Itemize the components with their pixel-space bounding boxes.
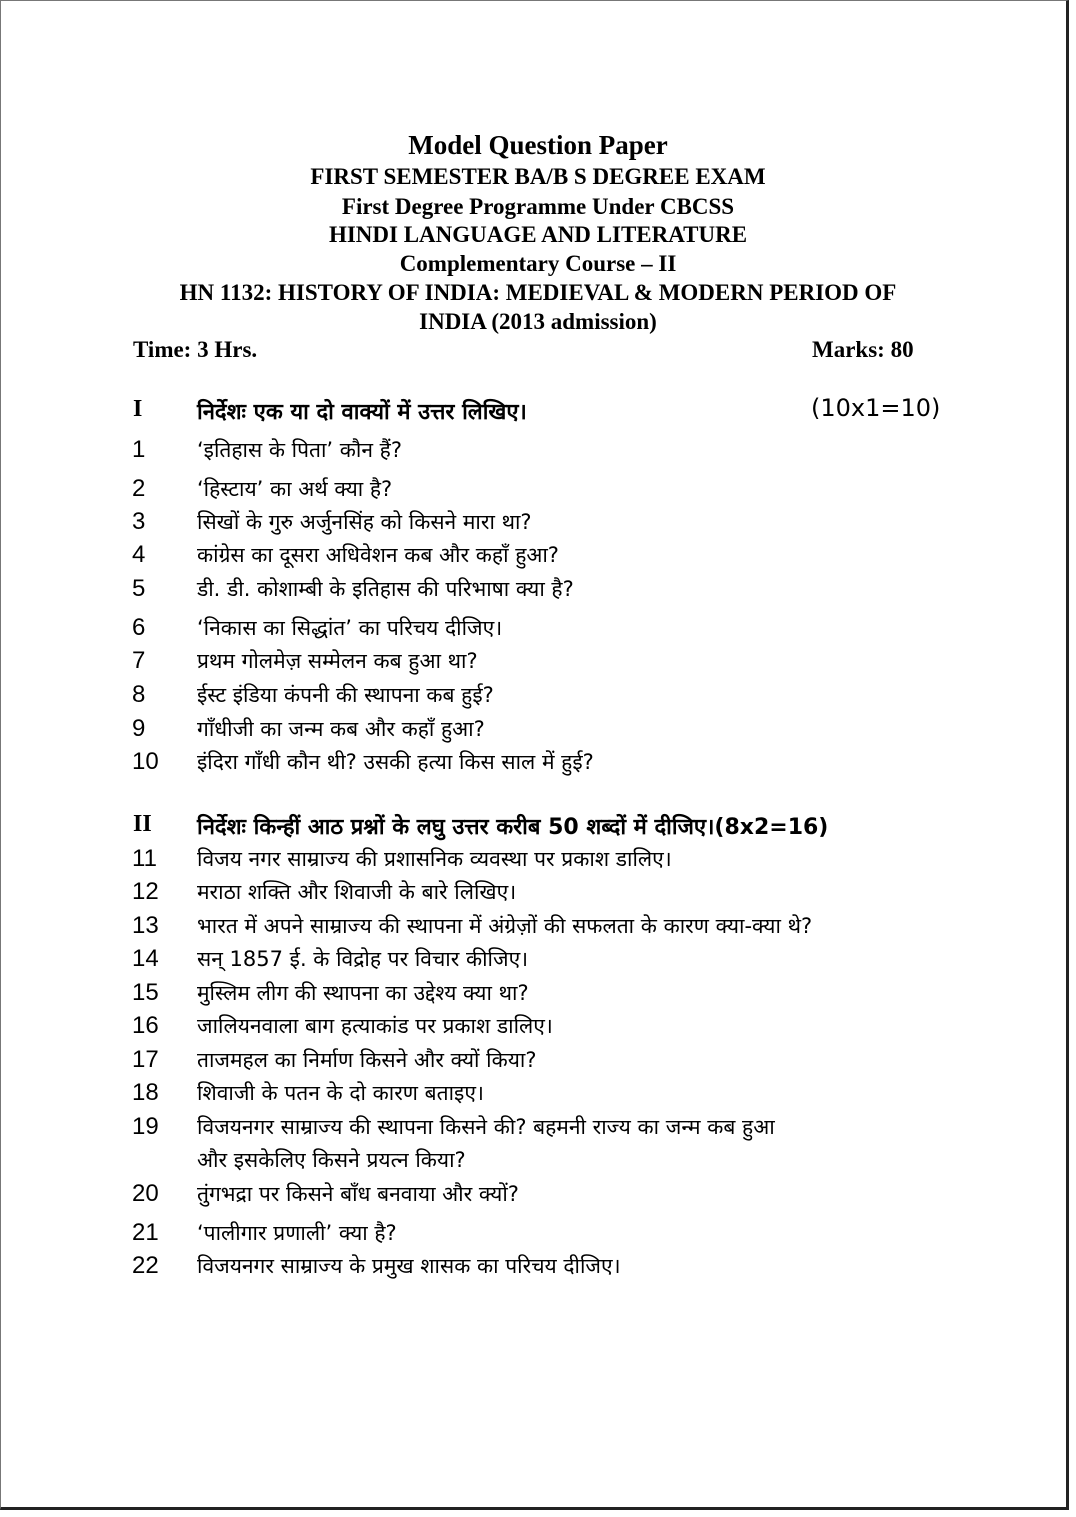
- question-text-continuation: और इसकेलिए किसने प्रयत्न किया?: [197, 1148, 466, 1172]
- question-number: 9: [132, 715, 146, 742]
- question-number: 15: [132, 979, 159, 1006]
- question-number: 10: [132, 748, 159, 775]
- question-number: 22: [132, 1252, 159, 1279]
- course-name: Complementary Course – II: [399, 251, 677, 276]
- programme-name: First Degree Programme Under CBCSS: [341, 194, 735, 219]
- question-number: 17: [132, 1046, 159, 1073]
- exam-name: FIRST SEMESTER BA/B S DEGREE EXAM: [310, 164, 766, 189]
- question-text: ईस्ट इंडिया कंपनी की स्थापना कब हुई?: [197, 683, 494, 707]
- question-text: प्रथम गोलमेज़ सम्मेलन कब हुआ था?: [197, 649, 478, 673]
- question-text: विजयनगर साम्राज्य की स्थापना किसने की? बहमनी राज्य का जन्म कब हुआ: [197, 1115, 775, 1139]
- question-text: विजय नगर साम्राज्य की प्रशासनिक व्यवस्था पर प्रकाश डालिए।: [197, 847, 672, 871]
- question-text: सिखों के गुरु अर्जुनसिंह को किसने मारा था?: [197, 510, 532, 534]
- question-number: 3: [132, 508, 146, 535]
- question-text: इंदिरा गाँधी कौन थी? उसकी हत्या किस साल में हुई?: [197, 750, 594, 774]
- question-text: ‘निकास का सिद्धांत’ का परिचय दीजिए।: [197, 616, 503, 640]
- question-number: 12: [132, 878, 159, 905]
- question-text: ताजमहल का निर्माण किसने और क्यों किया?: [197, 1048, 537, 1072]
- question-number: 1: [132, 436, 146, 463]
- question-number: 6: [132, 614, 146, 641]
- question-number: 8: [132, 681, 146, 708]
- paper-code-line1: HN 1132: HISTORY OF INDIA: MEDIEVAL & MODERN PERIOD OF: [179, 280, 897, 305]
- section-2-instruction: निर्देशः किन्हीं आठ प्रश्नों के लघु उत्तर करीब 50 शब्दों में दीजिए।(8x2=16): [197, 815, 829, 840]
- question-text: ‘हिस्टाय’ का अर्थ क्या है?: [197, 477, 393, 501]
- subject-name: HINDI LANGUAGE AND LITERATURE: [328, 222, 748, 247]
- question-text: डी. डी. कोशाम्बी के इतिहास की परिभाषा क्या है?: [197, 577, 574, 601]
- question-text: तुंगभद्रा पर किसने बाँध बनवाया और क्यों?: [197, 1182, 519, 1206]
- question-text: शिवाजी के पतन के दो कारण बताइए।: [197, 1081, 484, 1105]
- question-number: 21: [132, 1219, 159, 1246]
- question-number: 20: [132, 1180, 159, 1207]
- section-1-number: I: [133, 396, 143, 422]
- question-number: 7: [132, 647, 146, 674]
- question-text: कांग्रेस का दूसरा अधिवेशन कब और कहाँ हुआ?: [197, 543, 559, 567]
- question-text: मराठा शक्ति और शिवाजी के बारे लिखिए।: [197, 880, 517, 904]
- question-text: भारत में अपने साम्राज्य की स्थापना में अंग्रेज़ों की सफलता के कारण क्या-क्या थे?: [197, 914, 813, 938]
- question-number: 11: [132, 845, 157, 872]
- paper-title: Model Question Paper: [408, 130, 668, 160]
- paper-code-line2: INDIA (2013 admission): [419, 309, 657, 334]
- question-number: 14: [132, 945, 159, 972]
- time-allowed: Time: 3 Hrs.: [133, 337, 258, 362]
- question-number: 2: [132, 475, 146, 502]
- section-1-marks: (10x1=10): [811, 394, 941, 422]
- question-text: ‘इतिहास के पिता’ कौन हैं?: [197, 438, 402, 462]
- question-number: 16: [132, 1012, 159, 1039]
- question-number: 19: [132, 1113, 159, 1140]
- section-1-instruction: निर्देशः एक या दो वाक्यों में उत्तर लिखिए।: [197, 400, 527, 425]
- question-text: सन् 1857 ई. के विद्रोह पर विचार कीजिए।: [197, 947, 529, 971]
- question-number: 18: [132, 1079, 159, 1106]
- question-number: 5: [132, 575, 146, 602]
- question-text: गाँधीजी का जन्म कब और कहाँ हुआ?: [197, 717, 485, 741]
- section-2-number: II: [133, 811, 152, 837]
- question-text: विजयनगर साम्राज्य के प्रमुख शासक का परिचय दीजिए।: [197, 1254, 621, 1278]
- question-number: 13: [132, 912, 159, 939]
- question-text: मुस्लिम लीग की स्थापना का उद्देश्य क्या था?: [197, 981, 529, 1005]
- question-text: जालियनवाला बाग हत्याकांड पर प्रकाश डालिए।: [197, 1014, 553, 1038]
- total-marks: Marks: 80: [812, 337, 914, 362]
- question-number: 4: [132, 541, 146, 568]
- question-text: ‘पालीगार प्रणाली’ क्या है?: [197, 1221, 397, 1245]
